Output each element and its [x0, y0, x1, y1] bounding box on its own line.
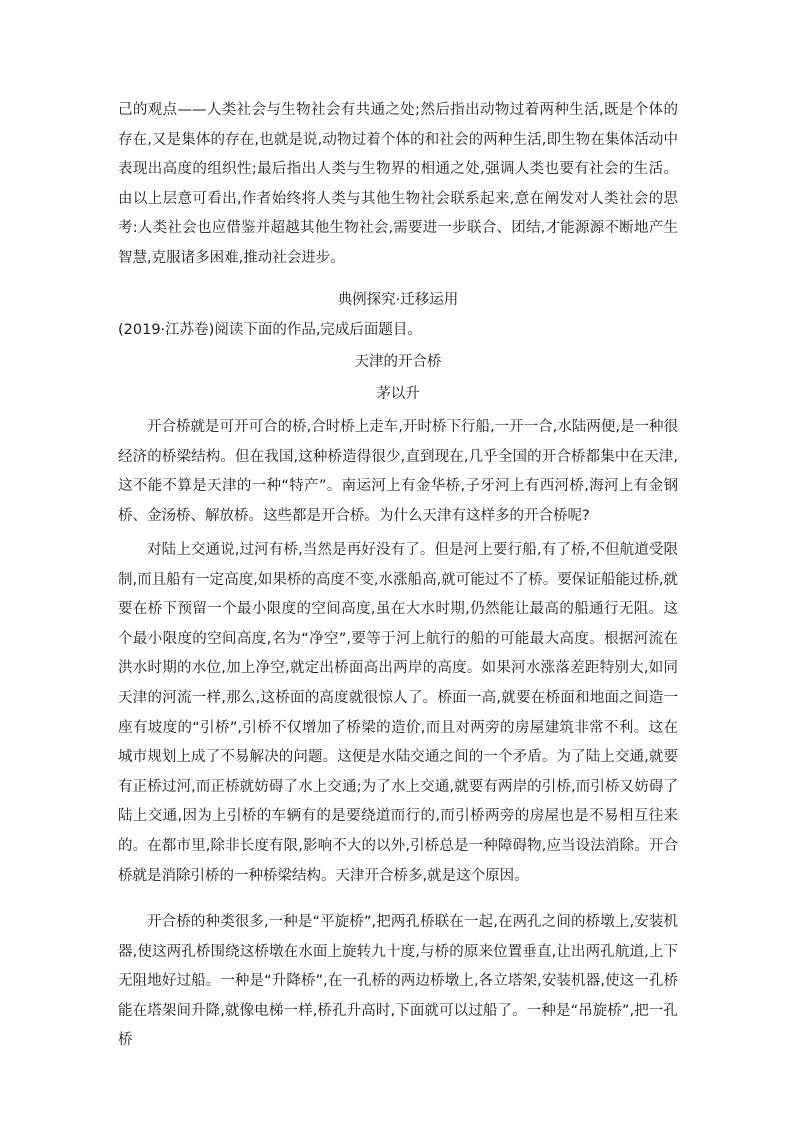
- paragraph-text: 对陆上交通说,过河有桥,当然是再好没有了。但是河上要行船,有了桥,不但航道受限制,而且船有一定高度,如果桥的高度不变,水涨船高,就可能过不了桥。要保证船能过桥,就要在桥下预留一个最小限度的空间高度,虽在大水时期,仍然能让最高的船通行无阻。这个最小限度的空间高度,名为“净空”,要等于河上航行的船的可能最大高度。根据河流在洪水时期的水位,加上净空,就定出桥面高出两岸的高度。如果河水涨落差距特别大,如同天津的河流一样,那么,这桥面的高度就很惊人了。桥面一高,就要在桥面和地面之间造一座有坡度的“引桥”,引桥不仅增加了桥梁的造价,而且对两旁的房屋建筑非常不利。这在城市规划上成了不易解决的问题。这便是水陆交通之间的一个矛盾。为了陆上交通,就要有正桥过河,而正桥就妨碍了水上交通;为了水上交通,就要有两岸的引桥,而引桥又妨碍了陆上交通,因为上引桥的车辆有的是要绕道而行的,而引桥两旁的房屋也是不易相互往来的。在都市里,除非长度有限,影响不大的以外,引桥总是一种障碍物,应当设法消除。开合桥就是消除引桥的一种桥梁结构。天津开合桥多,就是这个原因。: [118, 542, 678, 884]
- intro-paragraph: [118, 96, 678, 274]
- article-paragraph: [118, 536, 678, 891]
- article-title: 天津的开合桥: [354, 354, 442, 370]
- article-paragraph: [118, 908, 678, 1056]
- paragraph-text: 开合桥的种类很多,一种是“平旋桥”,把两孔桥联在一起,在两孔之间的桥墩上,安装机器,使这两孔桥围绕这桥墩在水面上旋转九十度,与桥的原来位置垂直,让出两孔航道,上下无阻地好过船。一种是“升降桥”,在一孔桥的两边桥墩上,各立塔架,安装机器,使这一孔桥能在塔架间升降,就像电梯一样,桥孔升高时,下面就可以过船了。一种是“吊旋桥”,把一孔桥: [118, 914, 678, 1049]
- source-line: (2019·江苏卷)阅读下面的作品,完成后面题目。: [118, 322, 422, 338]
- article-paragraph: [118, 413, 678, 531]
- paragraph-text: 开合桥就是可开可合的桥,合时桥上走车,开时桥下行船,一开一合,水陆两便,是一种很经济的桥梁结构。但在我国,这种桥造得很少,直到现在,几乎全国的开合桥都集中在天津,这不能不算是天津的一种“特产”。南运河上有金华桥,子牙河上有西河桥,海河上有金钢桥、金汤桥、解放桥。这些都是开合桥。为什么天津有这样多的开合桥呢?: [118, 419, 678, 524]
- section-heading: 典例探究·迁移运用: [337, 292, 459, 308]
- intro-text: 己的观点——人类社会与生物社会有共通之处;然后指出动物过着两种生活,既是个体的存在,又是集体的存在,也就是说,动物过着个体的和社会的两种生活,即生物在集体活动中表现出高度的组织性;最后指出人类与生物界的相通之处,强调人类也要有社会的生活。由以上层意可看出,作者始终将人类与其他生物社会联系起来,意在阐发对人类社会的思考:人类社会也应借鉴并超越其他生物社会,需要进一步联合、团结,才能源源不断地产生智慧,克服诸多困难,推动社会进步。: [118, 102, 678, 266]
- article-author: 茅以升: [376, 386, 420, 402]
